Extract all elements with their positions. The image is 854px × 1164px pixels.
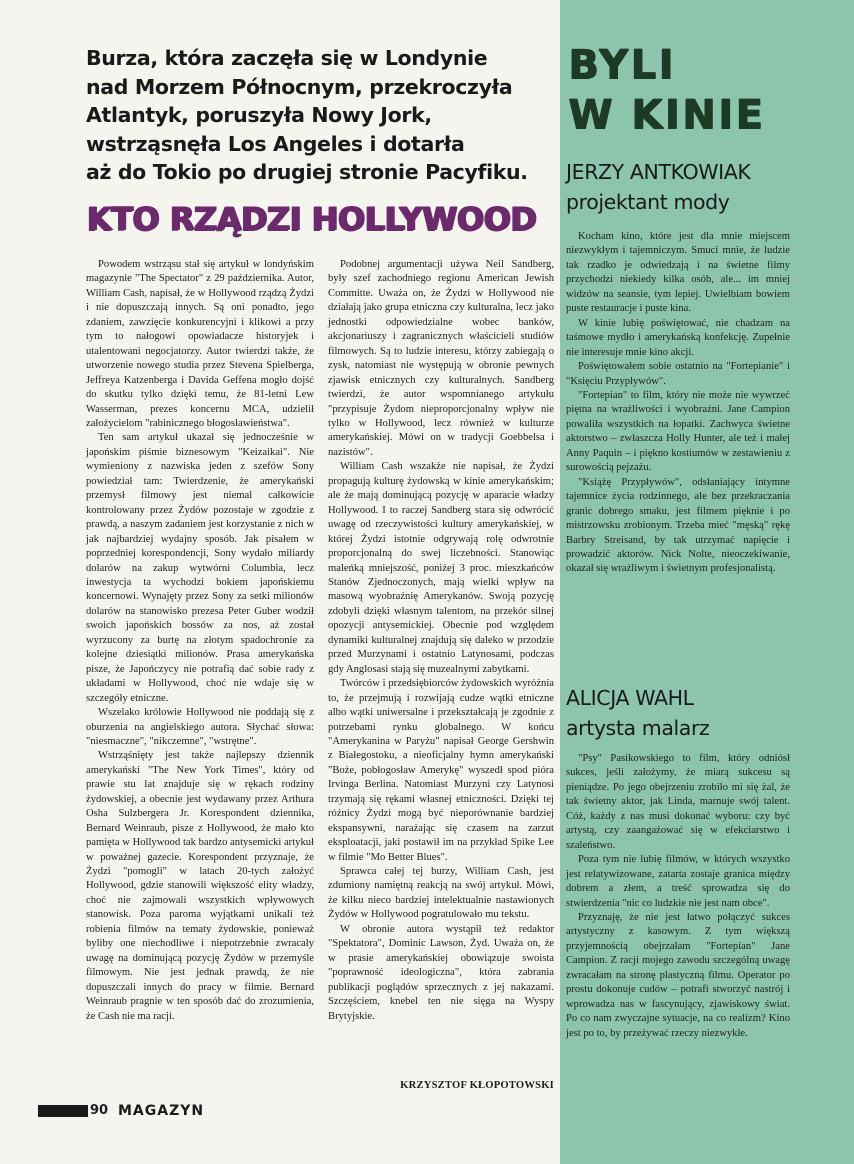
person-name: JERZY ANTKOWIAK — [566, 160, 751, 184]
statement-paragraph: Kocham kino, które jest dla mnie miejscem niezwykłym i tajemniczym. Smuci mnie, że ludzie tak rzadko je odwiedzają i na świetne filmy przychodzi niekiedy kilka osób, ale... im mniej widzów na seansie, tym lepiej. Uwielbiam bowiem puste restauracje i puste kina. — [566, 231, 790, 315]
page-footer — [38, 1102, 338, 1120]
person-name: ALICJA WAHL — [566, 686, 694, 710]
magazine-name: MAGAZYN — [118, 1103, 205, 1119]
article-paragraph: Twórców i przedsiębiorców żydowskich wyróżnia to, że przejmują i rozwijają cudze wątki etniczne albo wątki uniwersalne i przekształcają je zgodnie z potrzebami rynku globalnego. W końcu "Amerykanina w Paryżu" napisał George Gershwin z Białegostoku, a nieoficjalny hymn amerykański "Boże, pobłogosław Amerykę" wyszedł spod pióra Irvinga Berlina. Natomiast Murzyni czy Latynosi trzymają się rękami własnej etniczności. Dzięki tej różnicy Żydzi mogą być nieporównanie bardziej ekspansywni, narażając się czasem na zarzut eksploatacji, jaki postawił im na przykład Spike Lee w filmie "Mo Better Blues". — [328, 678, 554, 863]
statement-paragraph: "Książę Przypływów", odsłaniający intymne tajemnice życia rodzinnego, ale bez przekraczania granic dobrego smaku, jest filmem pięknie i po mistrzowsku zrobionym. Trzeba mieć "męską" rękę Barbry Streisand, by tak utrzymać napięcie i prowadzić aktorów. Nick Nolte, nieoczekiwanie, okazał się wrażliwym i świetnym profesjonalistą. — [566, 476, 790, 575]
article-paragraph: Ten sam artykuł ukazał się jednocześnie w japońskim piśmie biznesowym "Keizaikai". Nie wymieniony z nazwiska jeden z szefów Sony powiedział tam: Twierdzenie, że amerykański przemysł filmowy jest niemal całkowicie kontrolowany przez Żydów pozostaje w zgodzie z prawdą, a naszym zadaniem jest korzystanie z nich w jak najbardziej wydajny sposób. Jak pisałem w poprzedniej korespondencji, Sony wydało miliardy dolarów na zakup wytwórni Columbia, lecz inwestycja ta wychodzi bokiem japońskiemu koncernowi. Wynajęty przez Sony za setki milionów dolarów na stanowisko prezesa Peter Guber wodził swoich japońskich bossów za nos, aż został wyrzucony za burtę na złotym spadochronie za kolejne dziesiątki milionów. Prasa amerykańska pisze, że Japończycy nie potrafią dać sobie rady z układami w Hollywood, choć nie wdaje się w szczegóły etniczne. — [86, 432, 314, 704]
footer-bar — [38, 1105, 88, 1117]
statement-paragraph: Przyznaję, że nie jest łatwo połączyć sukces artystyczny z kasowym. Z tym większą przyjemnością obejrzałam "Fortepian" Jane Campion. Z racji mojego zawodu szczególną uwagę zwracałam na stronę plastyczną filmu. Operator po prostu dokonuje cudów – potrafi stworzyć nastrój i wprowadza nas w fascynujący, zjawiskowy świat. Po co nam zwyczajne sytuacje, na co realizm? Kino jest po to, by przeżywać rzeczy niezwykłe. — [566, 911, 790, 1039]
article-paragraph: Wszelako królowie Hollywood nie poddają się z oburzenia na angielskiego autora. Słychać słowa: "niesmaczne", "nikczemne", "wstrętne". — [86, 707, 314, 747]
statement-paragraph: "Fortepian" to film, który nie może nie wywrzeć piętna na wrażliwości i wyobraźni. Jane Campion powaliła wszystkich na łopatki. Zachwyca świetne aktorstwo – zwłaszcza Holly Hunter, ale też i małej Anny Paquin – i piękno kostiumów w zestawieniu z surowością pejzażu. — [566, 389, 790, 474]
article-column-2 — [328, 258, 554, 1024]
article-paragraph: W obronie autora wystąpił też redaktor "Spektatora", Dominic Lawson, Żyd. Uważa on, że w prasie amerykańskiej obowiązuje swoista "poprawność ideologiczna", która zabrania publikacji poglądów sprzecznych z jej nakazami. Szczęściem, knebel ten nie sięga na Wyspy Brytyjskie. — [328, 923, 554, 1022]
article-paragraph: Powodem wstrząsu stał się artykuł w londyńskim magazynie "The Spectator" z 29 października. Autor, William Cash, napisał, że w Hollywood rządzą Żydzi i nie dopuszczają innych. Są oni ponadto, jego zdaniem, zawzięcie konkurencyjni i klikowi a przy tym to nałogowi opowiadacze historyjek i utalentowani negocjatorzy. Autor twierdzi także, że utworzenie nowego studia przez Stevena Spielberga, Jeffreya Katzenberga i Davida Geffena mogło dojść do skutku tylko dzięki temu, że 81-letni Lew Wasserman, prezes koncernu MCA, udzielił założycielom "rabinicznego błogosławieństwa". — [86, 259, 314, 429]
sidebar-panel — [560, 0, 854, 1164]
author-byline: KRZYSZTOF KŁOPOTOWSKI — [400, 1080, 554, 1091]
person-role: artysta malarz — [566, 716, 710, 740]
article-paragraph: Wstrząśnięty jest także najlepszy dziennik amerykański "The New York Times", który od prawie stu lat znajduje się w rękach rodziny żydowskiej, a obecnie jest wydawany przez Arthura Osha Sulzbergera Jr. Korespondent dziennika, Bernard Weinraub, pisze z Hollywood, że mało kto pamięta w Hollywood tak bardzo antysemicki artykuł w poważnej gazecie. Korespondent przyznaje, że Żydzi "pomogli" w latach 20-tych założyć Hollywood, gdzie stanowili większość elity władzy, choć nie zajmowali wszystkich wpływowych stanowisk. Poza paroma wyjątkami unikali też robienia filmów na tematy żydowskie, ponieważ byliby one niechodliwe i niepotrzebnie zwracały uwagę na dominującą pozycję Żydów w przemyśle filmowym. Nie jest jednak prawdą, że nie dopuszczali innych do pracy w filmie. Bernard Weinraub pragnie w ten sposób dać do zrozumienia, że Cash nie ma racji. — [86, 750, 314, 1022]
article-column-1 — [86, 258, 314, 1024]
person-statement — [566, 230, 790, 577]
person-statement — [566, 752, 790, 1041]
article-paragraph: Sprawca całej tej burzy, William Cash, jest zdumiony namiętną reakcją na swój artykuł. Mówi, że kilku nieco bardziej intelektualnie nastawionych Żydów w Hollywood pogratulowało mu tekstu. — [328, 866, 554, 921]
lead-line: Atlantyk, poruszyła Nowy Jork, — [86, 103, 432, 127]
lead-line: aż do Tokio po drugiej stronie Pacyfiku. — [86, 160, 528, 184]
statement-paragraph: Poświętowałem sobie ostatnio na "Fortepianie" i "Księciu Przypływów". — [566, 361, 790, 387]
person-role: projektant mody — [566, 190, 730, 214]
lead-line: nad Morzem Północnym, przekroczyła — [86, 74, 513, 99]
sidebar-title — [568, 40, 852, 140]
lead-paragraph — [86, 44, 556, 187]
page-number: 90 — [90, 1103, 109, 1118]
lead-line: Burza, która zaczęła się w Londynie — [86, 46, 488, 70]
sidebar-title-line: BYLI — [568, 42, 676, 88]
article-paragraph: William Cash wszakże nie napisał, że Żydzi propagują kulturę żydowską w kinie amerykańskim; ale że mają dominującą pozycję w aparacie władzy Hollywood. I to raczej Sandberg stara się odwrócić uwagę od rzeczywistości kultury amerykańskiej, w której Żydzi istotnie odgrywają rolę odwrotnie proporcjonalną do swej liczebności. Stanowiąc maleńką mniejszość, poniżej 3 proc. mieszkańców Stanów Zjednoczonych, mają wielki wpływ na masową wyobraźnię Amerykanów. Swoją pozycję zdobyli dzięki własnym talentom, na przekór silnej opozycji antysemickiej. Obecnie pod względem dynamiki kulturalnej znajdują się daleko w przodzie przed Murzynami i ostatnio Latynosami, podczas gdy Anglosasi stają się muzealnymi zabytkami. — [328, 461, 554, 675]
lead-line: wstrząsnęła Los Angeles i dotarła — [86, 131, 465, 156]
article-headline: KTO RZĄDZI HOLLYWOOD — [86, 200, 536, 238]
sidebar-title-line: W KINIE — [568, 92, 766, 138]
article-paragraph: Podobnej argumentacji używa Neil Sandberg, były szef zachodniego regionu American Jewish Committe. Uważa on, że Żydzi w Hollywood nie działają jako grupa etniczna czy kulturalna, lecz jako jednostki odpowiedzialne wobec banków, akcjonariuszy i zagranicznych właścicieli studiów filmowych. Są to ludzie interesu, którzy zabiegają o zysk, natomiast nie występują w obronie pewnych zjawisk etnicznych czy kulturalnych. Sandberg twierdzi, że autor wspomnianego artykułu "przypisuje Żydom nieproporcjonalny wpływ nie tylko w Hollywood, lecz również w kulturze amerykańskiej. Mówi on w tradycji Goebbelsa i nazistów". — [328, 259, 554, 458]
statement-paragraph: "Psy" Pasikowskiego to film, który odniósł sukces, jeśli założymy, że miarą sukcesu są pieniądze. Po jego obejrzeniu zrobiło mi się żal, że tak świetny aktor, jak Linda, marnuje swój talent. Cóż, każdy z nas musi dokonać wyboru: czy być artystą, czy zaangażować się w efekciarstwo i szaleństwo. — [566, 753, 790, 851]
statement-paragraph: Poza tym nie lubię filmów, w których wszystko jest relatywizowane, zatarta zostaje granica między dobrem a złem, a treść sprowadza się do stwierdzenia "nic co ludzkie nie jest nam obce". — [566, 854, 790, 909]
statement-paragraph: W kinie lubię poświętować, nie chadzam na taśmowe mydło i amerykańską konfekcję. Zupełnie nie interesuje mnie kino akcji. — [566, 317, 790, 358]
